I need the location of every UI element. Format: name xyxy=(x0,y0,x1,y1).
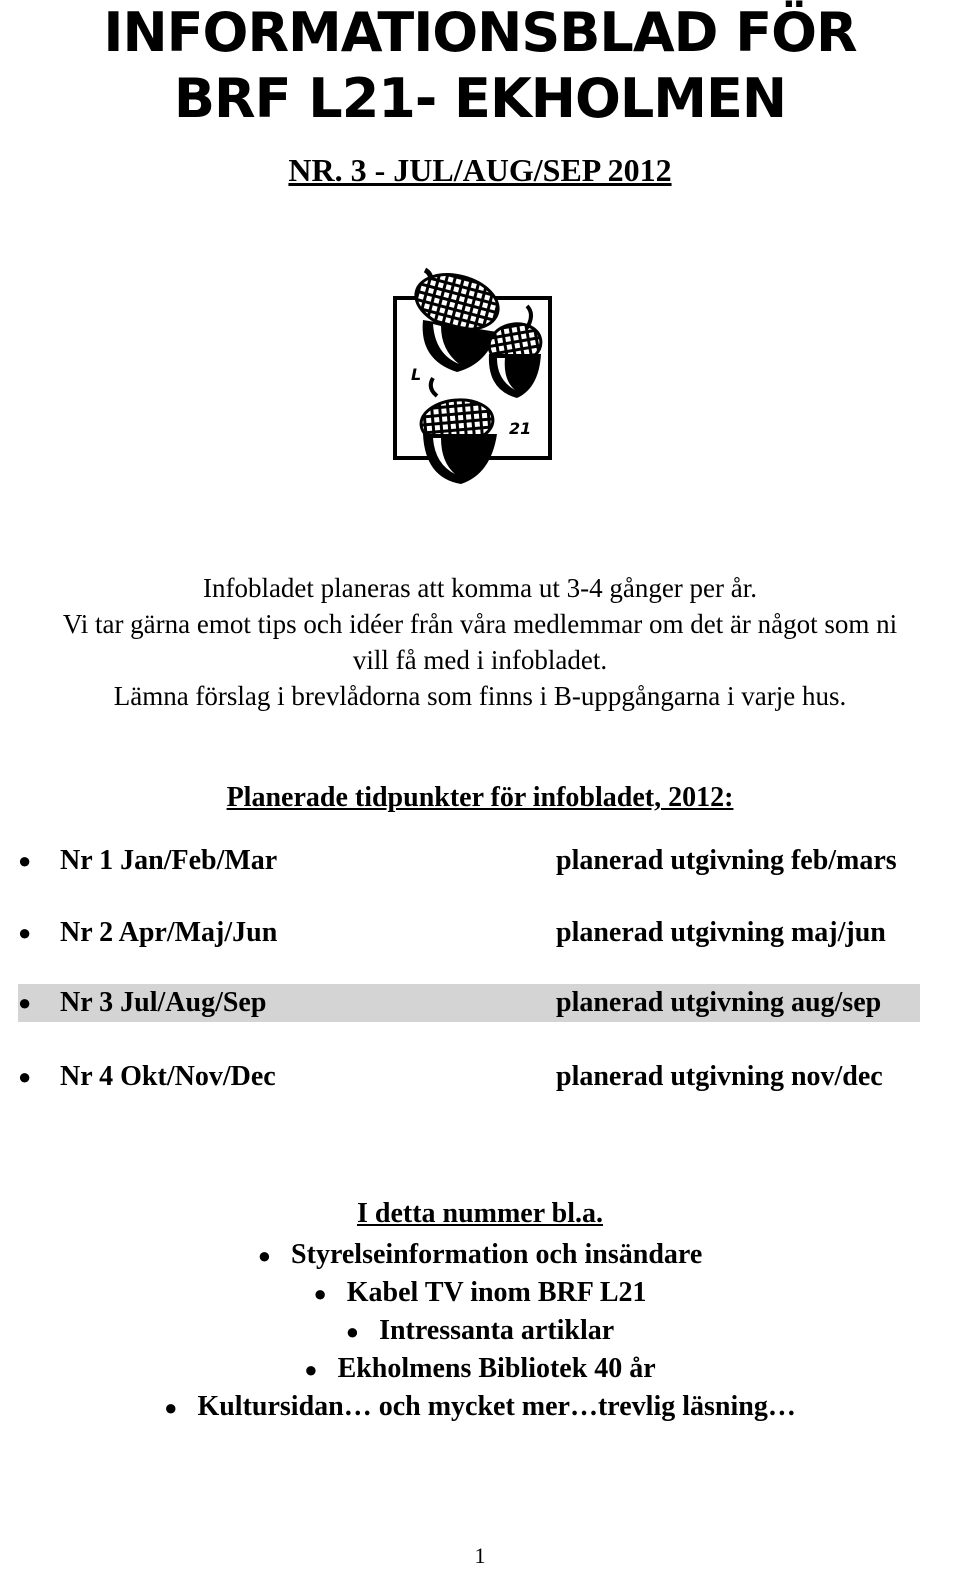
schedule-row-current xyxy=(18,984,920,1022)
page-number: 1 xyxy=(474,1543,486,1568)
acorn-logo-icon xyxy=(385,262,565,494)
list-item-label: Kultursidan… och mycket mer…trevlig läsning… xyxy=(197,1391,796,1422)
intro-line: Lämna förslag i brevlådorna som finns i B-uppgångarna i varje hus. xyxy=(113,681,847,711)
schedule-release: planerad utgivning feb/mars xyxy=(556,845,897,876)
list-item-label: Intressanta artiklar xyxy=(379,1315,615,1346)
list-item xyxy=(0,1312,960,1350)
list-item-label: Kabel TV inom BRF L21 xyxy=(346,1277,647,1308)
intro-line: Infobladet planeras att komma ut 3-4 gånger per år. xyxy=(202,573,758,603)
issue-heading xyxy=(0,152,960,189)
schedule-row xyxy=(18,1058,918,1096)
bullet-icon: ● xyxy=(345,1319,360,1344)
schedule-row xyxy=(18,842,918,880)
schedule-row xyxy=(18,914,918,952)
schedule-heading xyxy=(0,782,960,814)
contents-list xyxy=(0,1236,960,1426)
list-item xyxy=(0,1350,960,1388)
schedule-heading-text: Planerade tidpunkter för infobladet, 2012: xyxy=(226,782,734,813)
bullet-icon: ● xyxy=(18,990,32,1015)
schedule-issue: Nr 1 Jan/Feb/Mar xyxy=(60,845,278,876)
contents-heading-text: I detta nummer bl.a. xyxy=(356,1198,604,1229)
list-item xyxy=(0,1388,960,1426)
schedule-release: planerad utgivning nov/dec xyxy=(556,1061,883,1092)
list-item xyxy=(0,1236,960,1274)
bullet-icon: ● xyxy=(164,1395,178,1420)
bullet-icon: ● xyxy=(18,1064,32,1089)
bullet-icon: ● xyxy=(257,1243,272,1268)
schedule-issue: Nr 2 Apr/Maj/Jun xyxy=(60,917,278,948)
intro-line: Vi tar gärna emot tips och idéer från våra medlemmar om det är något som ni xyxy=(62,609,898,639)
intro-text xyxy=(0,570,960,714)
schedule-release: planerad utgivning aug/sep xyxy=(556,987,882,1018)
issue-label: NR. 3 - JUL/AUG/SEP 2012 xyxy=(288,152,672,188)
logo-number: 21 xyxy=(509,419,532,438)
bullet-icon: ● xyxy=(18,920,32,945)
list-item-label: Styrelseinformation och insändare xyxy=(291,1239,703,1270)
document-title xyxy=(0,0,960,132)
bullet-icon: ● xyxy=(18,848,32,873)
title-line-1: INFORMATIONSBLAD FÖR xyxy=(103,1,857,64)
schedule-release: planerad utgivning maj/jun xyxy=(556,917,886,948)
contents-heading xyxy=(0,1198,960,1230)
bullet-icon: ● xyxy=(304,1357,318,1382)
logo-letter: L xyxy=(411,365,422,384)
schedule-issue: Nr 3 Jul/Aug/Sep xyxy=(60,987,267,1018)
list-item xyxy=(0,1274,960,1312)
schedule-issue: Nr 4 Okt/Nov/Dec xyxy=(60,1061,276,1092)
intro-line: vill få med i infobladet. xyxy=(352,645,608,675)
title-line-2: BRF L21- EKHOLMEN xyxy=(173,67,787,130)
bullet-icon: ● xyxy=(313,1281,327,1306)
list-item-label: Ekholmens Bibliotek 40 år xyxy=(337,1353,656,1384)
